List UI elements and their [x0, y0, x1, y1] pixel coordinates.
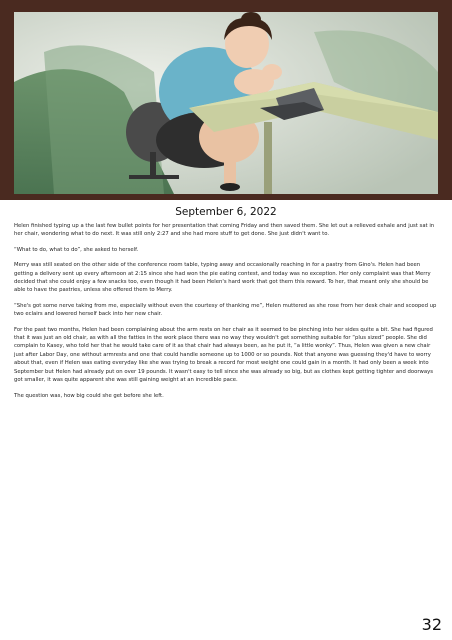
illustration: [14, 12, 438, 194]
paragraph: “What to do, what to do”, she asked to herself.: [14, 246, 139, 253]
illustration-art: [14, 12, 438, 194]
paragraph: Merry was still seated on the other side of the conference room table, typing away and occasionally reaching in for a pastry from Gino's. Helen had been getting a delivery sent up every afternoon at 2:15 since she had won the pie eating contest, and today was no exception. Her only complaint was that Merry decided that she could enjoy a few snacks too, even though it had been Helen's hard work that got them this reward. To her, that meant only she should be able to have the pastries, unless she offered them to Merry.: [14, 262, 431, 294]
chapter-date: September 6, 2022: [175, 206, 277, 218]
paragraph: The question was, how big could she get before she left.: [14, 392, 164, 399]
paragraph: For the past two months, Helen had been complaining about the arm rests on her chair as it seemed to be pinching into her sides quite a bit. She had figured that it was just an old chair, as with all the fatties in the work place there was no way they wouldn't get something suitable for “plus sized” people. She did complain to Kasey, who told her that he would take care of it as that chair had always been, as he put it, “a little wonky”. Thus, Helen was given a new chair just after Labor Day, one without armrests and one that could handle someone up to 1000 or so pounds. Not that anyone was guessing they'd have to worry about that, even if Helen was eating everyday like she was trying to break a record for most weight one could gain in a month. It had only been a week into September but Helen had already put on over 19 pounds. It wasn't easy to tell since she was already so big, but as clothes kept getting tighter and doorways got smaller, it was quite apparent she was still gaining weight at an incredible pace.: [14, 326, 434, 384]
illustration-frame: [0, 0, 452, 200]
paragraph: Helen finished typing up a the last few bullet points for her presentation that coming Friday and then saved them. She let out a relieved exhale and just sat in her chair, wondering what to do next. It was still only 2:27 and she had more stuff to get done. She just didn't want to.: [14, 223, 435, 238]
paragraph: “She's got some nerve taking from me, especially without even the courtesy of thanking me”, Helen muttered as she rose from her desk chair and scooped up two eclairs and lowered herself back into her new chair.: [14, 302, 437, 318]
page-number: 32: [421, 615, 442, 634]
story-text: [14, 222, 438, 407]
